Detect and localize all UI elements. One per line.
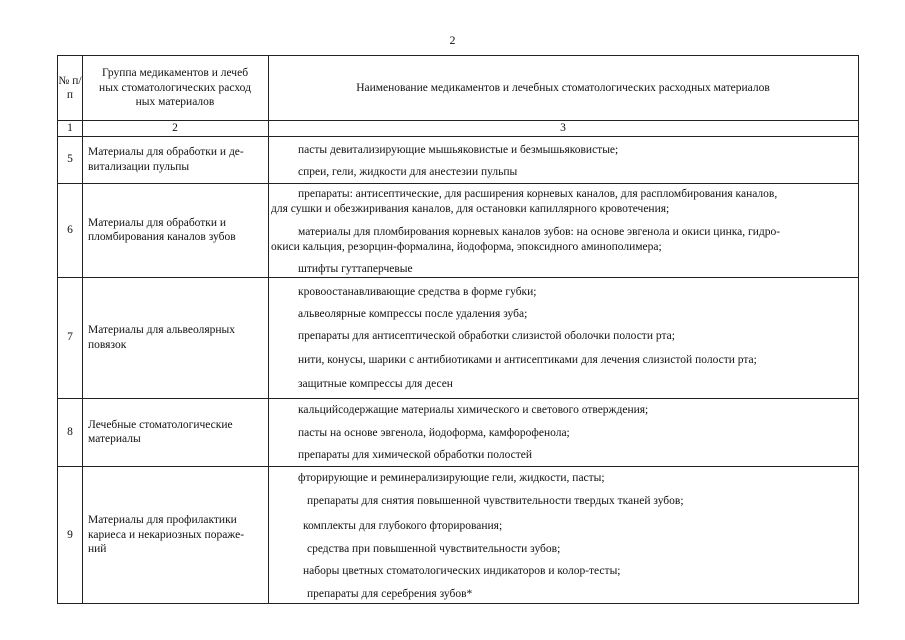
material-item: препараты для снятия повышенной чувствительности твердых тканей зубов; xyxy=(307,495,684,507)
material-item: защитные компрессы для десен xyxy=(298,378,453,390)
row-number: 7 xyxy=(67,331,73,344)
header-num xyxy=(58,56,82,120)
group-line: витализации пульпы xyxy=(88,160,190,173)
header-name-label: Наименование медикаментов и лечебных стоматологических расходных материалов xyxy=(356,81,770,94)
material-item: пасты на основе эвгенола, йодоформа, камфорофенола; xyxy=(298,427,570,439)
group-line: Материалы для альвеолярных xyxy=(88,324,236,337)
group-line: кариеса и некариозных пораже- xyxy=(88,528,245,541)
column-divider xyxy=(268,56,269,603)
header-num-label: № п/п xyxy=(58,74,82,101)
material-item: альвеолярные компрессы после удаления зуба; xyxy=(298,308,528,320)
group-line: ний xyxy=(88,543,107,556)
row-number: 5 xyxy=(67,153,73,166)
group-line: повязок xyxy=(88,338,127,351)
header-group-line: Группа медикаментов и лечеб xyxy=(101,67,249,80)
group-line: материалы xyxy=(88,433,141,445)
material-item: средства при повышенной чувствительности зубов; xyxy=(307,543,561,555)
material-item: для сушки и обезжиривания каналов, для остановки капиллярного кровотечения; xyxy=(271,203,670,215)
column-number: 3 xyxy=(560,121,566,134)
material-item: штифты гуттаперчевые xyxy=(298,263,413,275)
header-name xyxy=(268,56,858,120)
material-item: препараты для серебрения зубов* xyxy=(307,588,473,600)
header-group-line: ных материалов xyxy=(135,96,215,109)
row-group xyxy=(82,466,268,604)
material-item: окиси кальция, резорцин-формалина, йодоформа, эпоксидного аминополимера; xyxy=(271,241,662,253)
material-item: нити, конусы, шарики с антибиотиками и антисептиками для лечения слизистой полости рта; xyxy=(298,354,757,366)
material-item: фторирующие и реминерализирующие гели, жидкости, пасты; xyxy=(298,472,605,484)
material-item: препараты для химической обработки полостей xyxy=(298,449,533,461)
material-item: кальцийсодержащие материалы химического и светового отверждения; xyxy=(298,404,649,416)
row-number: 8 xyxy=(67,425,73,438)
row-number: 9 xyxy=(67,528,73,541)
column-number: 2 xyxy=(172,121,178,134)
material-item: наборы цветных стоматологических индикаторов и колор-тесты; xyxy=(303,565,621,577)
row-number: 6 xyxy=(67,223,73,236)
material-item: препараты: антисептические, для расширения корневых каналов, для распломбирования каналов, xyxy=(298,188,778,200)
row-group xyxy=(82,136,268,183)
material-item: материалы для пломбирования корневых каналов зубов: на основе эвгенола и окиси цинка, гидро- xyxy=(298,226,781,238)
material-item: пасты девитализирующие мышьяковистые и безмышьяковистые; xyxy=(298,144,619,156)
group-line: Материалы для профилактики xyxy=(88,514,237,527)
material-item: комплекты для глубокого фторирования; xyxy=(303,520,503,532)
material-item: кровоостанавливающие средства в форме губки; xyxy=(298,286,537,298)
row-group xyxy=(82,277,268,398)
group-line: Материалы для обработки и де- xyxy=(88,146,244,159)
group-line: Материалы для обработки и xyxy=(88,216,227,229)
medications-table xyxy=(57,55,859,604)
material-item: препараты для антисептической обработки слизистой оболочки полости рта; xyxy=(298,330,675,342)
row-group xyxy=(82,183,268,277)
page-number: 2 xyxy=(449,33,456,47)
column-number: 1 xyxy=(67,121,73,134)
group-line: Лечебные стоматологические xyxy=(88,418,233,431)
material-item: спреи, гели, жидкости для анестезии пульпы xyxy=(298,166,518,178)
row-group xyxy=(82,398,268,466)
group-line: пломбирования каналов зубов xyxy=(88,231,236,243)
header-group-line: ных стоматологических расход xyxy=(99,81,251,94)
header-group xyxy=(82,56,268,120)
